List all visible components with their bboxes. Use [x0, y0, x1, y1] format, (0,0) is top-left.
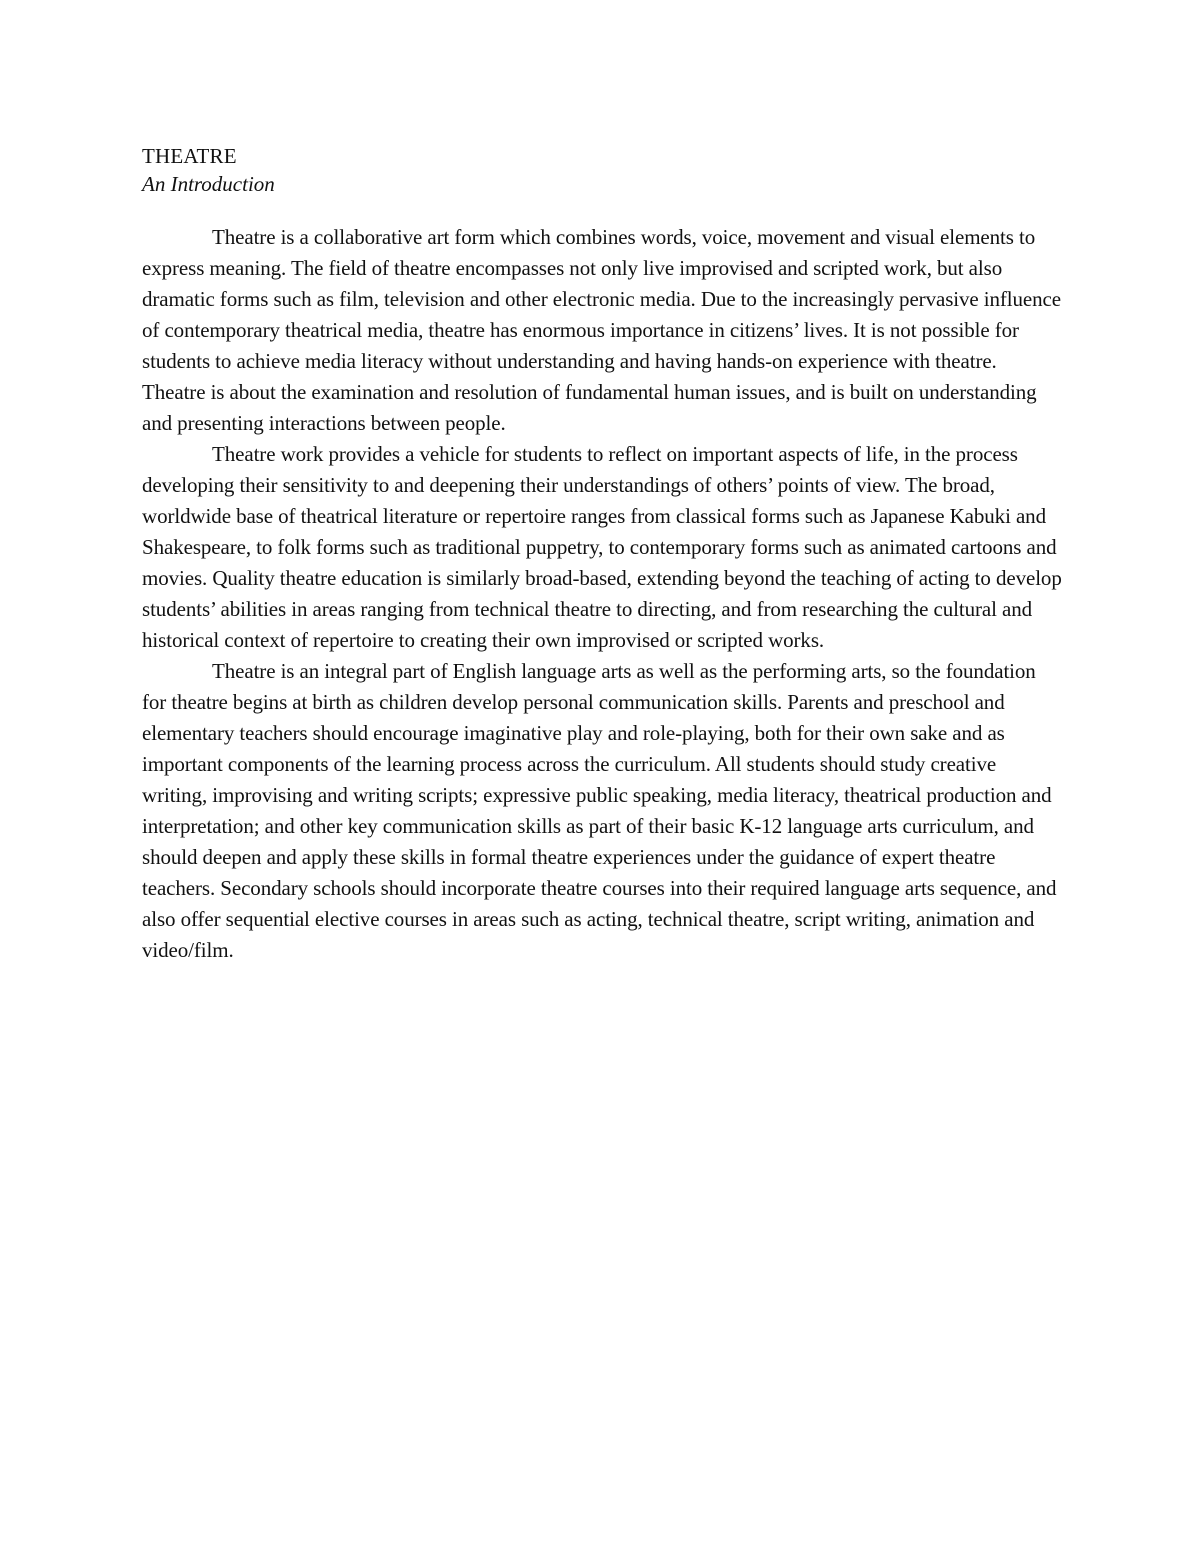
paragraph-2: Theatre work provides a vehicle for students to reflect on important aspects of life, in the process developing their sensitivity to and deepening their understandings of others’ points of view. The broad, worldwide base of theatrical literature or repertoire ranges from classical forms such as Japanese Kabuki and Shakespeare, to folk forms such as traditional puppetry, to contemporary forms such as animated cartoons and movies. Quality theatre education is similarly broad-based, extending beyond the teaching of acting to develop students’ abilities in areas ranging from technical theatre to directing, and from researching the cultural and historical context of repertoire to creating their own improvised or scripted works. [142, 442, 1062, 652]
document-title: THEATRE [142, 144, 237, 168]
document-page [142, 142, 1062, 966]
paragraph-3: Theatre is an integral part of English language arts as well as the performing arts, so the foundation for theatre begins at birth as children develop personal communication skills. Parents and preschool and elementary teachers should encourage imaginative play and role-playing, both for their own sake and as important components of the learning process across the curriculum. All students should study creative writing, improvising and writing scripts; expressive public speaking, media literacy, theatrical production and interpretation; and other key communication skills as part of their basic K-12 language arts curriculum, and should deepen and apply these skills in formal theatre experiences under the guidance of expert theatre teachers. Secondary schools should incorporate theatre courses into their required language arts sequence, and also offer sequential elective courses in areas such as acting, technical theatre, script writing, animation and video/film. [142, 659, 1057, 962]
document-subtitle: An Introduction [142, 172, 275, 196]
paragraph-1: Theatre is a collaborative art form which combines words, voice, movement and visual elements to express meaning. The field of theatre encompasses not only live improvised and scripted work, but also dramatic forms such as film, television and other electronic media. Due to the increasingly pervasive influence of contemporary theatrical media, theatre has enormous importance in citizens’ lives. It is not possible for students to achieve media literacy without understanding and having hands-on experience with theatre. Theatre is about the examination and resolution of fundamental human issues, and is built on understanding and presenting interactions between people. [142, 225, 1061, 435]
